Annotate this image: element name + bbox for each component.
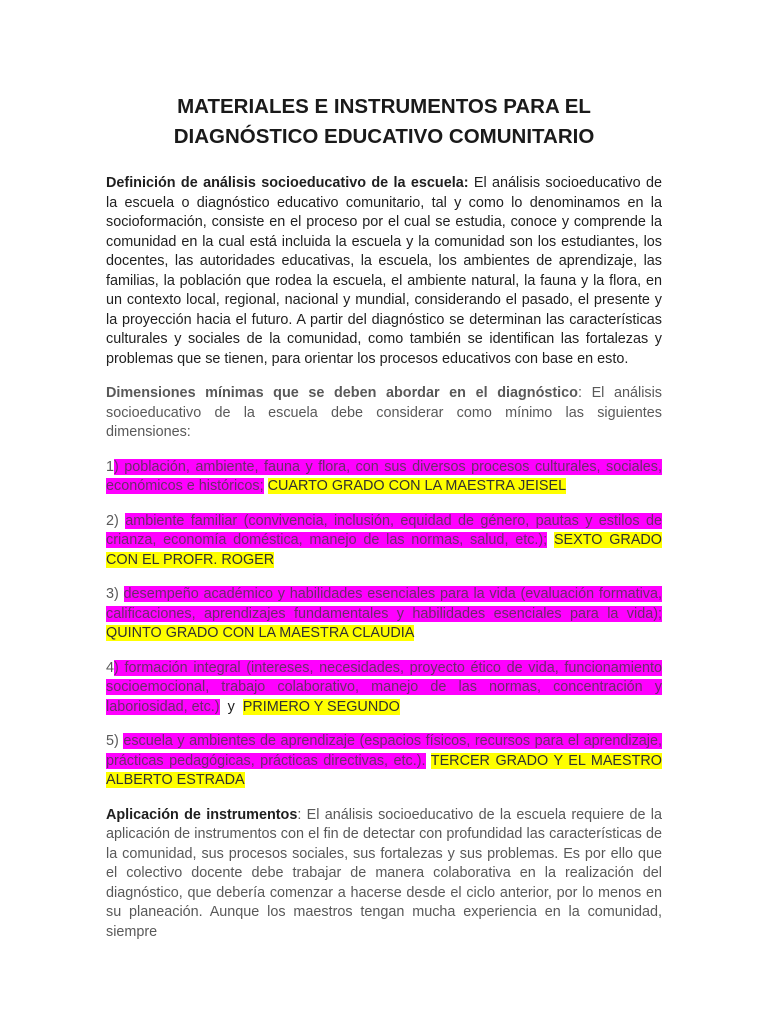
grade-assignment: PRIMERO Y SEGUNDO: [242, 698, 400, 715]
dimension-item-5: [106, 732, 662, 791]
item-separator: [547, 532, 554, 548]
list-item: [106, 732, 662, 791]
list-item: [106, 585, 662, 644]
grade-assignment: SEXTO GRADO CON EL PROFR. ROGER: [106, 532, 662, 568]
item-number: 4: [106, 659, 115, 676]
item-separator: [264, 478, 268, 494]
definition-heading: Definición de análisis socioeducativo de la escuela:: [106, 175, 469, 191]
grade-assignment: QUINTO GRADO CON LA MAESTRA CLAUDIA: [106, 625, 415, 641]
dimensions-heading: Dimensiones mínimas que se deben abordar en el diagnóstico: [106, 385, 578, 401]
dimension-item-4: [106, 659, 662, 718]
item-number: 2): [106, 512, 126, 529]
item-number: 3): [106, 586, 124, 602]
definition-section: [106, 174, 662, 369]
list-item: [106, 512, 662, 571]
dimension-item-1: [106, 458, 662, 497]
grade-assignment: TERCER GRADO Y EL MAESTRO ALBERTO ESTRADA: [106, 752, 662, 788]
list-item: [106, 659, 662, 718]
dimension-item-3: [106, 585, 662, 644]
item-separator: y: [219, 698, 243, 715]
document-page: [106, 92, 662, 957]
item-number: 5): [106, 733, 124, 749]
dimensions-paragraph: [106, 384, 662, 443]
dimensions-body: : El análisis socioeducativo de la escuela debe considerar como mínimo las siguientes dimensiones:: [106, 385, 662, 440]
dimensions-section: [106, 384, 662, 443]
list-item: [106, 458, 662, 497]
item-number: 1: [106, 458, 115, 475]
dimension-item-2: [106, 512, 662, 571]
item-text: ) población, ambiente, fauna y flora, con sus diversos procesos culturales, sociales, económicos e históricos;: [106, 458, 662, 494]
item-text: ambiente familiar (convivencia, inclusión, equidad de género, pautas y estilos de crianza, economía doméstica, manejo de las normas, salud, etc.);: [106, 512, 663, 548]
application-body: : El análisis socioeducativo de la escuela requiere de la aplicación de instrumentos con el fin de detectar con profundidad las características de la comunidad, sus procesos sociales, sus fortalezas y sus problemas. Es por ello que el colectivo docente debe trabajar de manera colaborativa en la realización del diagnóstico, que debería comenzar a hacerse desde el ciclo anterior, por lo menos en su planeación. Aunque los maestros tengan mucha experiencia en la comunidad, siempre: [106, 806, 662, 940]
definition-body: El análisis socioeducativo de la escuela o diagnóstico educativo comunitario, tal y como lo denominamos en la socioformación, consiste en el proceso por el cual se estudia, conoce y comprende la comunidad en la cual está incluida la escuela y la comunidad son los estudiantes, los docentes, las autoridades educativas, la escuela, los ambientes de aprendizaje, las familias, la población que rodea la escuela, el ambiente natural, la fauna y la flora, en un contexto local, regional, nacional y mundial, considerando el pasado, el presente y la proyección hacia el futuro. A partir del diagnóstico se determinan las características culturales y sociales de la comunidad, como también se identifican las fortalezas y problemas que se tienen, para orientar los procesos educativos con base en esto.: [106, 175, 662, 367]
page-title: MATERIALES E INSTRUMENTOS PARA EL DIAGNÓSTICO EDUCATIVO COMUNITARIO: [173, 95, 595, 148]
definition-paragraph: [106, 174, 662, 369]
item-text: ) formación integral (intereses, necesidades, proyecto ético de vida, funcionamiento socioemocional, trabajo colaborativo, manejo de las normas, concentración y laboriosidad, etc.): [106, 659, 662, 715]
item-separator: [426, 753, 431, 769]
application-heading: Aplicación de instrumentos: [106, 806, 298, 823]
application-paragraph: [106, 806, 662, 943]
application-section: [106, 806, 662, 943]
item-text: escuela y ambientes de aprendizaje (espacios físicos, recursos para el aprendizaje, prácticas pedagógicas, prácticas directivas, etc.).: [106, 733, 662, 769]
grade-assignment: CUARTO GRADO CON LA MAESTRA JEISEL: [267, 478, 567, 494]
item-text: desempeño académico y habilidades esenciales para la vida (evaluación formativa, calificaciones, aprendizajes fundamentales y habilidades esenciales para la vida);: [106, 586, 663, 622]
